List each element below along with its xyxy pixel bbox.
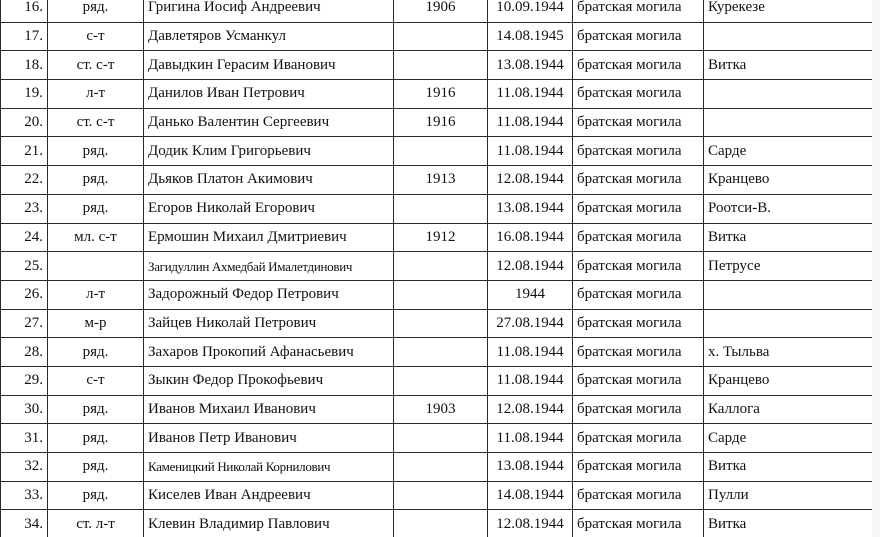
full-name-cell: Захаров Прокопий Афанасьевич xyxy=(144,338,394,367)
table-row xyxy=(1,366,875,395)
burial-type-cell: братская могила xyxy=(573,137,704,166)
rank-cell: ряд. xyxy=(48,0,144,22)
burial-location-cell: Витка xyxy=(704,453,875,482)
row-number: 19. xyxy=(1,80,48,109)
full-name-cell: Киселев Иван Андреевич xyxy=(144,481,394,510)
death-date-cell: 14.08.1944 xyxy=(488,481,573,510)
burial-location-cell: Витка xyxy=(704,510,875,537)
rank-cell: ст. с-т xyxy=(48,108,144,137)
birth-year-cell xyxy=(394,309,488,338)
rank-cell: ряд. xyxy=(48,137,144,166)
burial-location-cell: Кранцево xyxy=(704,366,875,395)
rank-cell: ряд. xyxy=(48,338,144,367)
burial-location-cell: Кранцево xyxy=(704,166,875,195)
burial-type-cell: братская могила xyxy=(573,338,704,367)
death-date-cell: 13.08.1944 xyxy=(488,51,573,80)
full-name-cell: Задорожный Федор Петрович xyxy=(144,280,394,309)
burial-type-cell: братская могила xyxy=(573,280,704,309)
full-name-cell: Данилов Иван Петрович xyxy=(144,80,394,109)
table-row xyxy=(1,424,875,453)
table-row xyxy=(1,338,875,367)
birth-year-cell xyxy=(394,338,488,367)
death-date-cell: 27.08.1944 xyxy=(488,309,573,338)
birth-year-cell: 1916 xyxy=(394,108,488,137)
death-date-cell: 12.08.1944 xyxy=(488,510,573,537)
burial-type-cell: братская могила xyxy=(573,0,704,22)
burial-location-cell: Витка xyxy=(704,223,875,252)
full-name-cell: Ермошин Михаил Дмитриевич xyxy=(144,223,394,252)
row-number: 17. xyxy=(1,22,48,51)
burial-type-cell: братская могила xyxy=(573,309,704,338)
table-row xyxy=(1,80,875,109)
rank-cell: мл. с-т xyxy=(48,223,144,252)
table-row xyxy=(1,453,875,482)
burial-location-cell: Пулли xyxy=(704,481,875,510)
row-number: 21. xyxy=(1,137,48,166)
full-name-cell: Додик Клим Григорьевич xyxy=(144,137,394,166)
rank-cell: л-т xyxy=(48,80,144,109)
table-row xyxy=(1,223,875,252)
death-date-cell: 11.08.1944 xyxy=(488,108,573,137)
rank-cell: с-т xyxy=(48,22,144,51)
birth-year-cell: 1912 xyxy=(394,223,488,252)
row-number: 20. xyxy=(1,108,48,137)
full-name-cell: Давлетяров Усманкул xyxy=(144,22,394,51)
row-number: 23. xyxy=(1,194,48,223)
table-row xyxy=(1,22,875,51)
row-number: 28. xyxy=(1,338,48,367)
burial-type-cell: братская могила xyxy=(573,194,704,223)
full-name-cell: Дьяков Платон Акимович xyxy=(144,166,394,195)
death-date-cell: 11.08.1944 xyxy=(488,80,573,109)
birth-year-cell: 1906 xyxy=(394,0,488,22)
birth-year-cell: 1913 xyxy=(394,166,488,195)
burial-type-cell: братская могила xyxy=(573,51,704,80)
table-row xyxy=(1,194,875,223)
row-number: 26. xyxy=(1,280,48,309)
full-name-cell: Григина Иосиф Андреевич xyxy=(144,0,394,22)
burial-location-cell: Курекезе xyxy=(704,0,875,22)
rank-cell: ряд. xyxy=(48,395,144,424)
burial-location-cell xyxy=(704,108,875,137)
burial-location-cell xyxy=(704,309,875,338)
row-number: 18. xyxy=(1,51,48,80)
table-row xyxy=(1,252,875,281)
burial-type-cell: братская могила xyxy=(573,80,704,109)
row-number: 22. xyxy=(1,166,48,195)
burial-type-cell: братская могила xyxy=(573,366,704,395)
burial-location-cell: Витка xyxy=(704,51,875,80)
row-number: 33. xyxy=(1,481,48,510)
burial-type-cell: братская могила xyxy=(573,453,704,482)
table-body xyxy=(1,0,875,537)
burial-type-cell: братская могила xyxy=(573,22,704,51)
rank-cell: л-т xyxy=(48,280,144,309)
birth-year-cell: 1916 xyxy=(394,80,488,109)
row-number: 27. xyxy=(1,309,48,338)
burial-location-cell: Сарде xyxy=(704,137,875,166)
rank-cell: ряд. xyxy=(48,194,144,223)
birth-year-cell: 1903 xyxy=(394,395,488,424)
full-name-cell: Иванов Петр Иванович xyxy=(144,424,394,453)
row-number: 31. xyxy=(1,424,48,453)
birth-year-cell xyxy=(394,51,488,80)
table-row xyxy=(1,481,875,510)
table-row xyxy=(1,137,875,166)
rank-cell: м-р xyxy=(48,309,144,338)
birth-year-cell xyxy=(394,366,488,395)
row-number: 29. xyxy=(1,366,48,395)
table-row xyxy=(1,0,875,22)
full-name-cell: Зайцев Николай Петрович xyxy=(144,309,394,338)
row-number: 32. xyxy=(1,453,48,482)
death-date-cell: 11.08.1944 xyxy=(488,424,573,453)
burial-location-cell xyxy=(704,80,875,109)
rank-cell: ряд. xyxy=(48,453,144,482)
rank-cell: ст. с-т xyxy=(48,51,144,80)
burial-location-cell: Роотси-В. xyxy=(704,194,875,223)
rank-cell: ряд. xyxy=(48,424,144,453)
death-date-cell: 11.08.1944 xyxy=(488,338,573,367)
burial-location-cell xyxy=(704,22,875,51)
birth-year-cell xyxy=(394,252,488,281)
death-date-cell: 10.09.1944 xyxy=(488,0,573,22)
burial-location-cell: Петрусе xyxy=(704,252,875,281)
death-date-cell: 1944 xyxy=(488,280,573,309)
rank-cell: ст. л-т xyxy=(48,510,144,537)
row-number: 25. xyxy=(1,252,48,281)
birth-year-cell xyxy=(394,453,488,482)
rank-cell: с-т xyxy=(48,366,144,395)
birth-year-cell xyxy=(394,137,488,166)
row-number: 34. xyxy=(1,510,48,537)
full-name-cell: Зыкин Федор Прокофьевич xyxy=(144,366,394,395)
burial-location-cell: Каллога xyxy=(704,395,875,424)
table-row xyxy=(1,309,875,338)
birth-year-cell xyxy=(394,510,488,537)
burial-type-cell: братская могила xyxy=(573,252,704,281)
birth-year-cell xyxy=(394,194,488,223)
full-name-cell: Каменицкий Николай Корнилович xyxy=(144,453,394,482)
rank-cell xyxy=(48,252,144,281)
table-row xyxy=(1,510,875,537)
burial-type-cell: братская могила xyxy=(573,166,704,195)
table-row xyxy=(1,166,875,195)
page-edge xyxy=(872,0,880,537)
birth-year-cell xyxy=(394,22,488,51)
full-name-cell: Клевин Владимир Павлович xyxy=(144,510,394,537)
rank-cell: ряд. xyxy=(48,481,144,510)
burial-type-cell: братская могила xyxy=(573,424,704,453)
burial-location-cell: х. Тыльва xyxy=(704,338,875,367)
death-date-cell: 12.08.1944 xyxy=(488,395,573,424)
death-date-cell: 14.08.1945 xyxy=(488,22,573,51)
table-row xyxy=(1,395,875,424)
full-name-cell: Давыдкин Герасим Иванович xyxy=(144,51,394,80)
full-name-cell: Иванов Михаил Иванович xyxy=(144,395,394,424)
rank-cell: ряд. xyxy=(48,166,144,195)
birth-year-cell xyxy=(394,481,488,510)
burial-type-cell: братская могила xyxy=(573,510,704,537)
row-number: 24. xyxy=(1,223,48,252)
death-date-cell: 12.08.1944 xyxy=(488,166,573,195)
row-number: 16. xyxy=(1,0,48,22)
burial-type-cell: братская могила xyxy=(573,395,704,424)
burial-location-cell: Сарде xyxy=(704,424,875,453)
burial-location-cell xyxy=(704,280,875,309)
full-name-cell: Загидуллин Ахмедбай Ималетдинович xyxy=(144,252,394,281)
table-row xyxy=(1,108,875,137)
death-date-cell: 11.08.1944 xyxy=(488,366,573,395)
row-number: 30. xyxy=(1,395,48,424)
birth-year-cell xyxy=(394,280,488,309)
death-date-cell: 13.08.1944 xyxy=(488,453,573,482)
full-name-cell: Данько Валентин Сергеевич xyxy=(144,108,394,137)
death-date-cell: 13.08.1944 xyxy=(488,194,573,223)
table-row xyxy=(1,51,875,80)
death-date-cell: 11.08.1944 xyxy=(488,137,573,166)
burial-type-cell: братская могила xyxy=(573,481,704,510)
burial-type-cell: братская могила xyxy=(573,108,704,137)
death-date-cell: 16.08.1944 xyxy=(488,223,573,252)
birth-year-cell xyxy=(394,424,488,453)
death-date-cell: 12.08.1944 xyxy=(488,252,573,281)
burial-type-cell: братская могила xyxy=(573,223,704,252)
full-name-cell: Егоров Николай Егорович xyxy=(144,194,394,223)
table-row xyxy=(1,280,875,309)
